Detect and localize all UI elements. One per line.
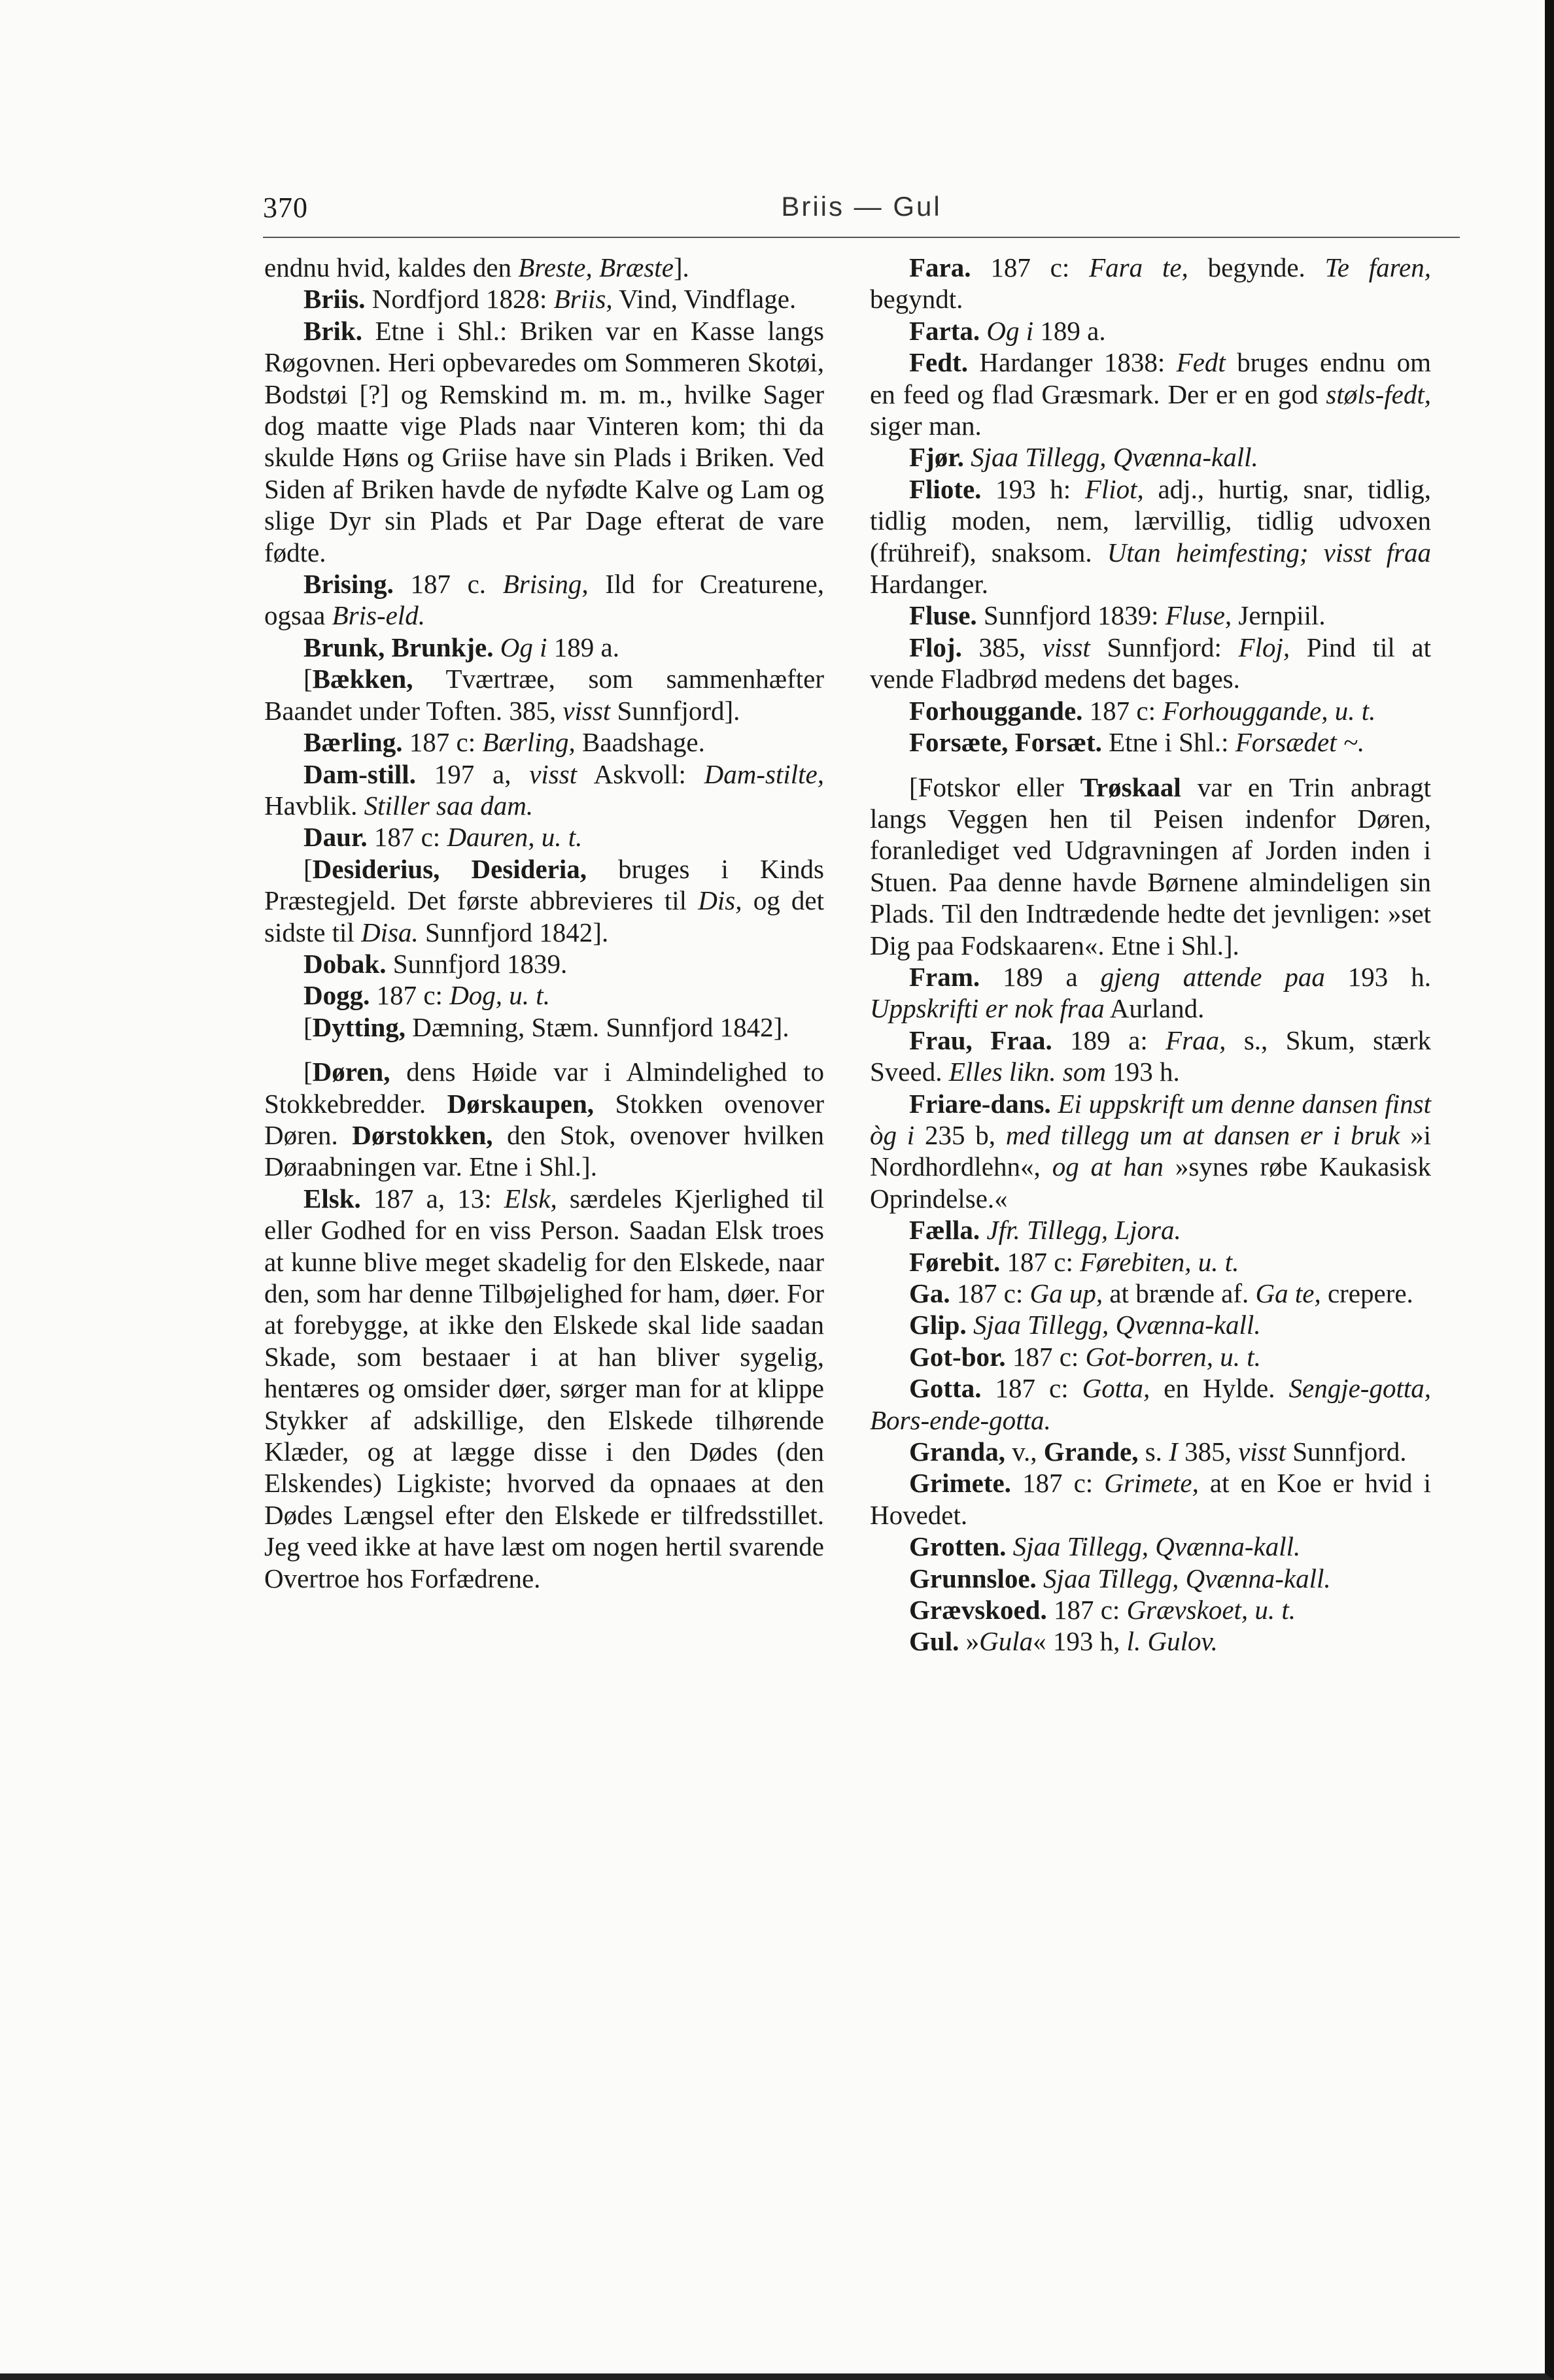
dictionary-entry (264, 853, 824, 948)
entry-headword: Ga. (909, 1278, 950, 1308)
dictionary-entry (870, 1531, 1431, 1562)
entry-italic-text: Ga up, (1029, 1278, 1103, 1308)
dictionary-entry (870, 441, 1431, 473)
dictionary-entry (264, 821, 824, 853)
dictionary-entry (870, 1214, 1431, 1246)
entry-headword: Fram. (909, 961, 980, 992)
dictionary-entry (870, 695, 1431, 726)
entry-text: Sunnfjord. (1285, 1436, 1407, 1467)
dictionary-entry (870, 473, 1431, 600)
entry-headword: Got-bor. (909, 1341, 1006, 1372)
dictionary-entry (264, 1183, 824, 1594)
dictionary-entry (870, 347, 1431, 441)
entry-headword: Fluse. (909, 600, 977, 631)
entry-italic-text: Fraa, (1166, 1025, 1226, 1055)
entry-headword: Dam-still. (303, 758, 416, 789)
entry-text: 187 c: (370, 980, 450, 1011)
entry-text: Stokken ovenover Døren. (264, 1088, 824, 1150)
entry-headword: Brunk, Brunkje. (303, 632, 494, 662)
entry-text: v., (1005, 1436, 1044, 1467)
entry-text: 187 c: (981, 1373, 1082, 1404)
entry-headword: Fælla. (909, 1215, 980, 1246)
left-column (264, 252, 824, 1594)
entry-text (1006, 1531, 1012, 1561)
entry-text: 235 b, (914, 1119, 1006, 1150)
entry-text: 187 c: (1010, 1468, 1105, 1499)
entry-headword: Frau, Fraa. (909, 1025, 1052, 1055)
entry-headword: Grotten. (909, 1531, 1007, 1562)
entry-text: [ (303, 664, 313, 694)
dictionary-entry (870, 1467, 1431, 1531)
entry-italic-text: Elsk, (504, 1183, 557, 1214)
entry-text (1037, 1563, 1043, 1593)
entry-headword: Forhouggande. (909, 695, 1083, 726)
entry-text: 189 a. (547, 632, 619, 662)
entry-text: Hardanger. (870, 569, 988, 600)
entry-italic-text: Sengje-gotta, Bors-ende-gotta. (870, 1373, 1431, 1435)
dictionary-entry (870, 1563, 1431, 1594)
dictionary-entry (264, 568, 824, 632)
entry-italic-text: Floj, (1238, 632, 1290, 662)
dictionary-entry (870, 1625, 1431, 1657)
entry-italic-text: Disa. (361, 917, 419, 947)
entry-headword: Bækken, (312, 664, 413, 694)
entry-italic-text: Sjaa Tillegg, Qvænna-kall. (1043, 1563, 1331, 1593)
dictionary-entry (870, 1372, 1431, 1436)
page-header (263, 191, 1460, 237)
entry-italic-text: Grimete, (1104, 1468, 1199, 1499)
entry-italic-text: Og i (986, 315, 1034, 346)
entry-text (494, 632, 500, 662)
entry-italic-text: Fara te, (1089, 252, 1188, 282)
entry-text: Askvoll: (577, 758, 704, 789)
entry-headword: Fliote. (909, 473, 982, 504)
entry-text (1051, 1089, 1058, 1119)
entry-headword: Friare-dans. (909, 1088, 1051, 1119)
entry-headword: Grande, (1043, 1436, 1139, 1467)
entry-text: dens Høide var i Almindelighed to Stokkebredder. (264, 1057, 824, 1119)
entry-italic-text: Førebiten, u. t. (1080, 1246, 1239, 1277)
entry-text: ]. (673, 252, 689, 282)
entry-italic-text: visst (1042, 632, 1090, 662)
entry-text: var en Trin anbragt langs Veggen hen til Peisen indenfor Døren, foranlediget ved Udgravningen af Jorden inden i Stuen. Paa denne havde Børnene almindeligen sin Plads. Til den Indtrædende hedte det jevnligen: »set Dig paa Fodskaaren«. Etne i Shl.]. (870, 772, 1431, 960)
entry-text: Havblik. (264, 790, 364, 821)
dictionary-entry (870, 632, 1431, 695)
entry-text: 187 c: (367, 822, 447, 853)
entry-italic-text: Grævskoet, u. t. (1126, 1595, 1296, 1625)
entry-text: og det sidste til (264, 885, 824, 947)
dictionary-entry (870, 1594, 1431, 1625)
entry-text: Etne i Shl.: Briken var en Kasse langs Røgovnen. Heri opbevaredes om Sommeren Skotøi, Bodstøi [?] og Remskind m. m. m., hvilke Sager dog maatte vige Plads naar Vinteren kom; thi da skulde Høns og Griise have sin Plads i Briken. Ved Siden af Briken havde de nyfødte Kalve og Lam og slige Dyr sin Plads et Par Dage efterat de vare fødte. (264, 315, 824, 568)
entry-text: 197 a, (415, 758, 530, 789)
entry-italic-text: Sjaa Tillegg, Qvænna-kall. (1012, 1531, 1301, 1562)
entry-text: [ (303, 1057, 313, 1087)
entry-italic-text: Forsædet ~. (1235, 727, 1365, 758)
entry-text: 385, (961, 632, 1043, 662)
entry-text: crepere. (1321, 1278, 1413, 1308)
entry-headword: Floj. (909, 632, 962, 662)
entry-headword: Fjør. (909, 442, 964, 473)
entry-headword: Grimete. (909, 1468, 1011, 1499)
entry-italic-text: Dam-stilte, (704, 758, 824, 789)
entry-text: Dæmning, Stæm. Sunnfjord 1842]. (406, 1012, 789, 1042)
dictionary-entry (264, 252, 824, 283)
entry-headword: Dørskaupen, (447, 1088, 595, 1119)
dictionary-entry (264, 758, 824, 822)
entry-headword: Bærling. (303, 727, 403, 758)
entry-italic-text: Og i (500, 632, 547, 662)
entry-text: 187 c: (1000, 1246, 1080, 1277)
entry-text (980, 1215, 986, 1245)
entry-text: Etne i Shl.: (1101, 727, 1235, 758)
entry-text: 187 c: (1082, 695, 1163, 726)
entry-text: 187 c: (1005, 1341, 1086, 1372)
entry-text: Sunnfjord 1839. (386, 948, 568, 979)
entry-headword: Brik. (303, 315, 362, 346)
entry-text: 193 h. (1105, 1057, 1180, 1087)
entry-text: 187 c. (393, 569, 503, 600)
entry-text: Hardanger 1838: (967, 347, 1177, 378)
dictionary-entry (264, 726, 824, 758)
entry-text: Baadshage. (575, 727, 705, 758)
entry-headword: Glip. (909, 1310, 967, 1340)
entry-text: Sunnfjord 1842]. (418, 917, 609, 947)
entry-italic-text: Briis, (553, 284, 613, 314)
entry-italic-text: støls-fedt, (1326, 379, 1431, 409)
dictionary-entry (264, 632, 824, 663)
entry-headword: Førebit. (909, 1246, 1001, 1277)
entry-italic-text: Bris-eld. (332, 600, 425, 631)
entry-text: Sunnfjord]. (610, 695, 740, 726)
entry-headword: Fara. (909, 252, 971, 282)
dictionary-entry (870, 772, 1431, 961)
entry-text: bruges i Kinds Præstegjeld. Det første abbrevieres til (264, 853, 824, 916)
entry-headword: Daur. (303, 822, 368, 853)
entry-italic-text: Stiller saa dam. (364, 790, 534, 821)
entry-text: endnu hvid, kaldes den (264, 252, 519, 282)
dictionary-entry (870, 1278, 1431, 1309)
entry-text: begynde. (1188, 252, 1325, 282)
entry-italic-text: Sjaa Tillegg, Qvænna-kall. (971, 442, 1258, 473)
dictionary-entry (870, 252, 1431, 315)
entry-italic-text: Fedt (1176, 347, 1226, 378)
entry-headword: Trøskaal (1080, 772, 1181, 802)
entry-headword: Elsk. (303, 1183, 361, 1214)
entry-italic-text: Dis, (698, 885, 742, 916)
entry-text: Jernpiil. (1232, 600, 1326, 631)
dictionary-entry (870, 1246, 1431, 1278)
entry-italic-text: l. Gulov. (1126, 1626, 1218, 1657)
dictionary-entry (264, 315, 824, 568)
entry-italic-text: Utan heimfesting; visst fraa (1107, 537, 1431, 568)
dictionary-entry (870, 726, 1431, 758)
entry-italic-text: og at han (1052, 1151, 1164, 1182)
entry-text: Vind, Vindflage. (612, 284, 797, 314)
dictionary-entry (870, 1309, 1431, 1340)
entry-headword: Fedt. (909, 347, 968, 378)
entry-headword: Dytting, (312, 1012, 406, 1042)
entry-italic-text: Fluse, (1165, 600, 1232, 631)
entry-headword: Briis. (303, 284, 366, 314)
entry-text: »synes røbe Kaukasisk Oprindelse.« (870, 1151, 1431, 1214)
running-head: Briis — Gul (781, 191, 942, 222)
dictionary-entry (870, 1436, 1431, 1467)
entry-text: at brænde af. (1103, 1278, 1256, 1308)
entry-text: siger man. (870, 411, 982, 441)
entry-italic-text: visst (529, 758, 578, 789)
entry-headword: Grævskoed. (909, 1595, 1047, 1625)
entry-text: [ (303, 853, 313, 884)
dictionary-entry (870, 315, 1431, 347)
entry-headword: Brising. (303, 569, 394, 600)
entry-italic-text: Ei uppskrift um denne dansen finst òg i (870, 1088, 1431, 1150)
entry-text: adj., hurtig, snar, tidlig, tidlig moden, nem, lærvillig, tidlig udvoxen (frühreif), snaksom. (870, 473, 1431, 568)
entry-text: s., Skum, stærk Sveed. (870, 1025, 1431, 1087)
entry-italic-text: Bærling, (482, 727, 576, 758)
entry-italic-text: Fliot, (1084, 473, 1144, 504)
entry-headword: Døren, (312, 1057, 390, 1087)
dictionary-entry (264, 663, 824, 726)
entry-italic-text: I (1169, 1436, 1178, 1467)
dictionary-entry (870, 961, 1431, 1025)
entry-text: »i Nordhordlehn«, (870, 1119, 1431, 1182)
entry-headword: Gul. (909, 1626, 959, 1657)
entry-italic-text: gjeng attende paa (1100, 961, 1325, 992)
entry-headword: Farta. (909, 315, 980, 346)
header-rule (263, 237, 1460, 238)
entry-text: Sunnfjord 1839: (976, 600, 1166, 631)
entry-text: 385, (1177, 1436, 1239, 1467)
entry-italic-text: Uppskrifti er nok fraa (870, 993, 1105, 1024)
entry-italic-text: Forhouggande, u. t. (1162, 695, 1376, 726)
entry-text: bruges endnu om en feed og flad Græsmark. Der er en god (870, 347, 1431, 409)
entry-text: særdeles Kjerlighed til eller Godhed for en viss Person. Saadan Elsk troes at kunne blive meget skadelig for den Elskede, naar den, som har denne Tilbøjelighed for ham, døer. For at forebygge, at ikke den Elskede skal lide saadan Skade, som bestaaer i at han bliver sygelig, hentæres og omsider døer, sørger man for at klippe Stykker af adskillige, den Elskede tilhørende Klæder, og at lægge disse i den Dødes (den Elskendes) Ligkiste; hvorved da opnaaes at den Dødes Længsel efter den Elskede er tilfredsstillet. Jeg veed ikke at have læst om nogen hertil svarende Overtroe hos Forfædrene. (264, 1183, 825, 1593)
right-column (870, 252, 1431, 1658)
dictionary-entry (870, 1088, 1431, 1215)
dictionary-entry (264, 948, 824, 979)
entry-text (964, 442, 971, 472)
entry-text: en Hylde. (1150, 1373, 1289, 1404)
entry-italic-text: Jfr. Tillegg, Ljora. (986, 1215, 1181, 1246)
entry-italic-text: Sjaa Tillegg, Qvænna-kall. (973, 1310, 1261, 1340)
entry-italic-text: visst (1238, 1436, 1286, 1467)
entry-text: [ (303, 1012, 313, 1042)
entry-headword: Forsæte, Forsæt. (909, 727, 1102, 758)
entry-text (967, 1310, 973, 1340)
entry-headword: Dobak. (303, 948, 387, 979)
entry-italic-text: Te faren, (1324, 252, 1432, 282)
entry-italic-text: Brising, (502, 569, 589, 600)
page-number: 370 (263, 192, 308, 224)
entry-headword: Granda, (909, 1436, 1005, 1467)
entry-text: Ild for Creaturene, ogsaa (264, 569, 825, 631)
entry-text: 189 a: (1052, 1025, 1166, 1055)
entry-text: Tværtræe, som sammenhæfter Baandet under Toften. 385, (264, 664, 824, 726)
entry-text: s. (1138, 1436, 1169, 1467)
entry-text: « 193 h, (1033, 1626, 1127, 1657)
dictionary-entry (870, 600, 1431, 631)
dictionary-entry (264, 1012, 824, 1043)
dictionary-entry (264, 283, 824, 314)
dictionary-entry (870, 1025, 1431, 1088)
entry-text: 187 c: (950, 1278, 1030, 1308)
entry-italic-text: Gula (979, 1626, 1033, 1657)
dictionary-entry (870, 1341, 1431, 1372)
entry-italic-text: Got-borren, u. t. (1085, 1341, 1261, 1372)
entry-headword: Desiderius, Desideria, (312, 853, 587, 884)
entry-text: 187 a, 13: (360, 1183, 504, 1214)
entry-italic-text: Breste, Bræste (518, 252, 674, 282)
entry-italic-text: Elles likn. som (948, 1057, 1106, 1087)
entry-italic-text: Dauren, u. t. (447, 822, 583, 853)
entry-italic-text: Dog, u. t. (449, 980, 550, 1011)
entry-text: [Fotskor eller (909, 772, 1080, 802)
entry-italic-text: Gotta, (1082, 1373, 1150, 1404)
entry-italic-text: med tillegg um at dansen er i bruk (1005, 1119, 1400, 1150)
entry-text: at en Koe er hvid i Hovedet. (870, 1468, 1432, 1530)
entry-italic-text: Ga te, (1255, 1278, 1321, 1308)
entry-headword: Dørstokken, (352, 1119, 493, 1150)
entry-text: Pind til at vende Fladbrød medens det bages. (870, 632, 1431, 694)
entry-text: 187 c: (1046, 1595, 1127, 1625)
entry-text: 187 c: (971, 252, 1090, 282)
entry-text: » (959, 1626, 980, 1657)
entry-text: 189 a (980, 961, 1101, 992)
entry-headword: Gotta. (909, 1373, 982, 1404)
dictionary-entry (264, 1056, 824, 1183)
entry-text: den Stok, ovenover hvilken Døraabningen var. Etne i Shl.]. (264, 1119, 824, 1182)
entry-headword: Grunnsloe. (909, 1563, 1037, 1593)
entry-text: 187 c: (402, 727, 483, 758)
entry-text: begyndt. (870, 284, 963, 314)
entry-text: Nordfjord 1828: (365, 284, 554, 314)
entry-text: Aurland. (1104, 993, 1205, 1024)
dictionary-entry (264, 979, 824, 1011)
entry-text: 193 h. (1324, 961, 1431, 992)
entry-headword: Dogg. (303, 980, 370, 1011)
entry-italic-text: visst (562, 695, 611, 726)
entry-text: 189 a. (1033, 315, 1106, 346)
entry-text (980, 316, 986, 346)
entry-text: Sunnfjord: (1090, 632, 1239, 662)
entry-text: 193 h: (981, 473, 1085, 504)
